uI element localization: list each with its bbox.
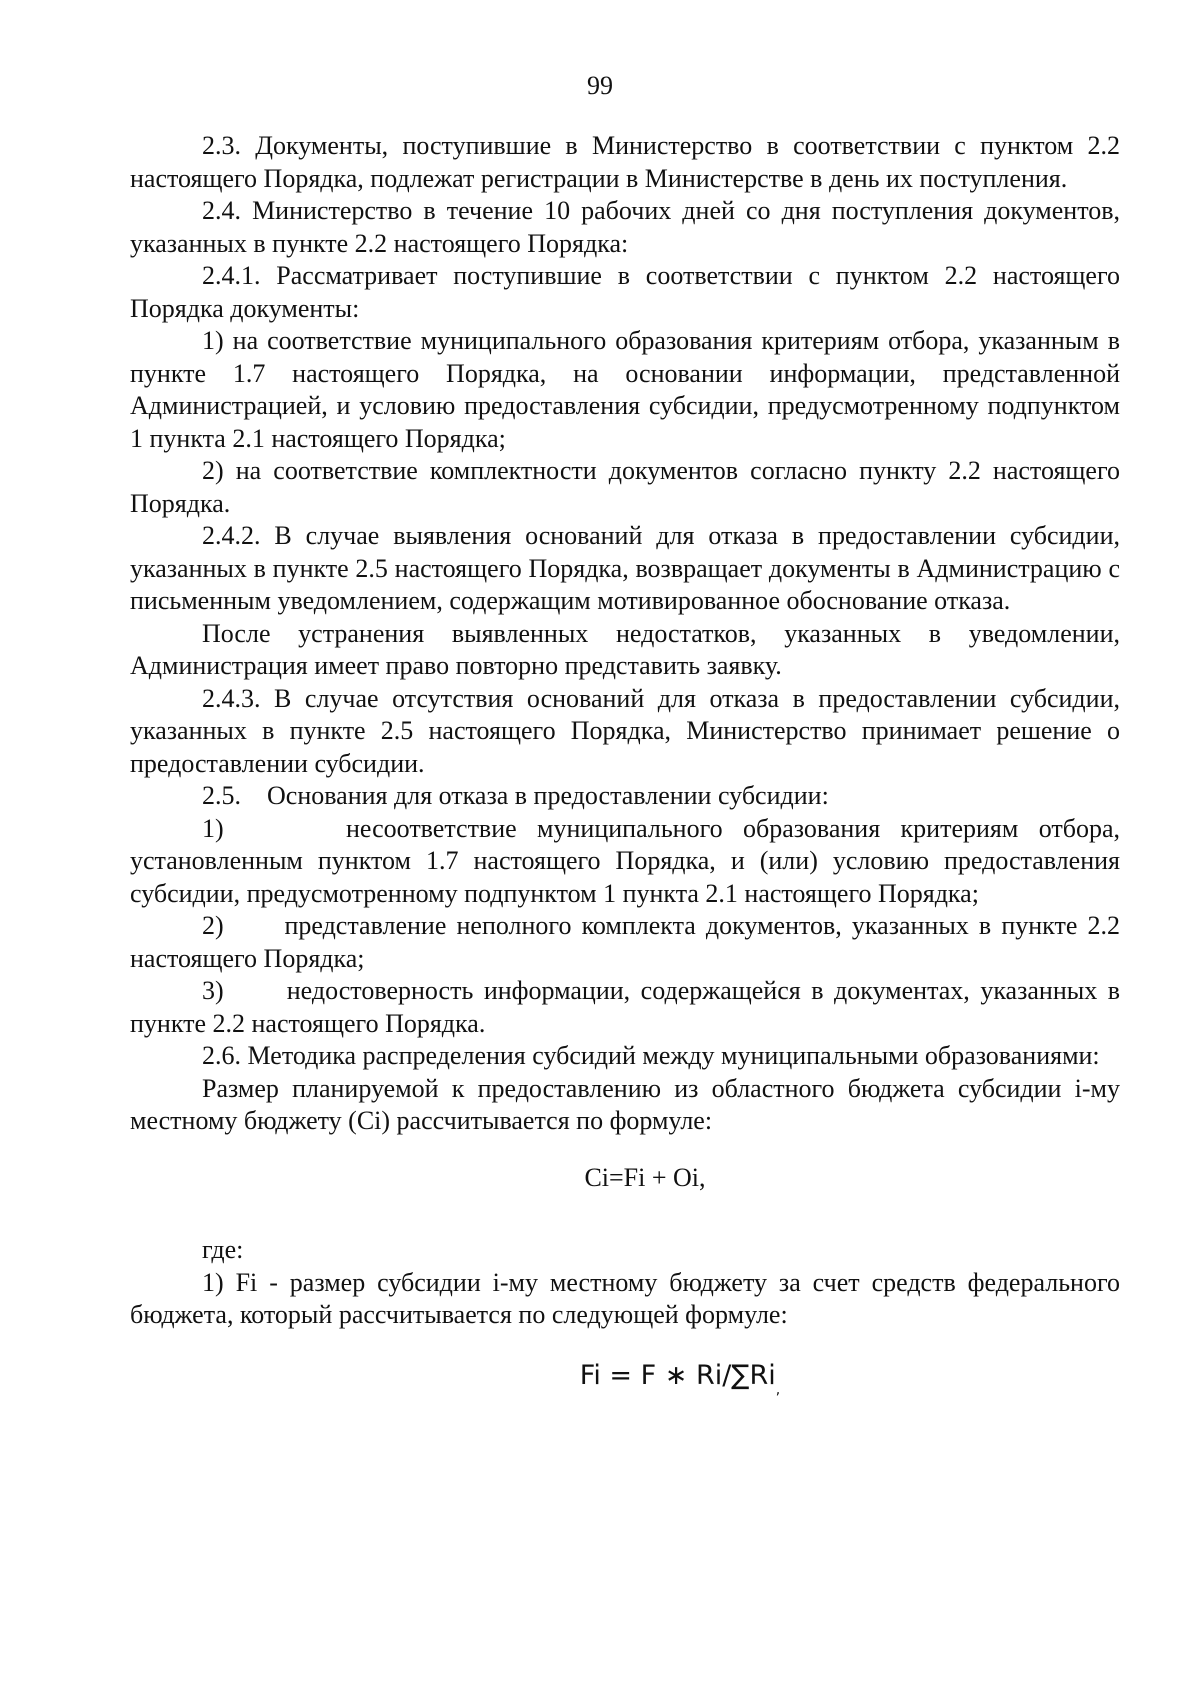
paragraph-2-4-1: 2.4.1. Рассматривает поступившие в соответствии с пунктом 2.2 настоящего Порядка документы: (130, 261, 1120, 323)
formula-fi-expression: Fi = F ∗ Ri/∑Ri (579, 1359, 776, 1391)
paragraph-2-4-1-item-1: 1) на соответствие муниципального образования критериям отбора, указанным в пункте 1.7 настоящего Порядка, на основании информации, представленной Администрацией, и условию предоставления субсидии, предусмотренному подпунктом 1 пункта 2.1 настоящего Порядка; (130, 326, 1120, 453)
paragraph-2-4-1-item-2: 2) на соответствие комплектности документов согласно пункту 2.2 настоящего Порядка. (130, 456, 1120, 518)
paragraph-2-6: 2.6. Методика распределения субсидий между муниципальными образованиями: (202, 1041, 1100, 1070)
paragraph-2-5-item-2: 2) представление неполного комплекта документов, указанных в пункте 2.2 настоящего Порядка; (130, 911, 1127, 973)
formula-fi (130, 1360, 1120, 1397)
where-label: где: (202, 1235, 244, 1264)
paragraph-subsidy-size: Размер планируемой к предоставлению из областного бюджета субсидии i-му местному бюджету (Ci) рассчитывается по формуле: (130, 1073, 1120, 1135)
paragraph-after-elimination: После устранения выявленных недостатков, указанных в уведомлении, Администрация имеет право повторно представить заявку. (130, 618, 1120, 680)
document-body (130, 130, 1127, 1398)
paragraph-2-3: 2.3. Документы, поступившие в Министерство в соответствии с пунктом 2.2 настоящего Порядка, подлежат регистрации в Министерстве в день их поступления. (130, 131, 1120, 193)
paragraph-2-5-item-1: 1) несоответствие муниципального образования критериям отбора, установленным пунктом 1.7 настоящего Порядка, и (или) условию предоставления субсидии, предусмотренному подпунктом 1 пункта 2.1 настоящего Порядка; (130, 813, 1127, 908)
formula-ci: Ci=Fi + Oi, (584, 1162, 706, 1192)
paragraph-2-4-3: 2.4.3. В случае отсутствия оснований для отказа в предоставлении субсидии, указанных в пункте 2.5 настоящего Порядка, Министерство принимает решение о предоставлении субсидии. (130, 683, 1120, 778)
definition-fi: 1) Fi - размер субсидии i-му местному бюджету за счет средств федерального бюджета, который рассчитывается по следующей формуле: (130, 1267, 1120, 1329)
page-number: 99 (587, 71, 613, 100)
paragraph-2-4: 2.4. Министерство в течение 10 рабочих дней со дня поступления документов, указанных в пункте 2.2 настоящего Порядка: (130, 196, 1120, 258)
paragraph-2-5-item-3: 3) недостоверность информации, содержащейся в документах, указанных в пункте 2.2 настоящего Порядка. (130, 976, 1127, 1038)
paragraph-2-4-2: 2.4.2. В случае выявления оснований для отказа в предоставлении субсидии, указанных в пункте 2.5 настоящего Порядка, возвращает документы в Администрацию с письменным уведомлением, содержащим мотивированное обоснование отказа. (130, 521, 1120, 615)
paragraph-2-5: 2.5. Основания для отказа в предоставлении субсидии: (202, 781, 829, 810)
formula-fi-trailing-comma: , (775, 1381, 781, 1398)
